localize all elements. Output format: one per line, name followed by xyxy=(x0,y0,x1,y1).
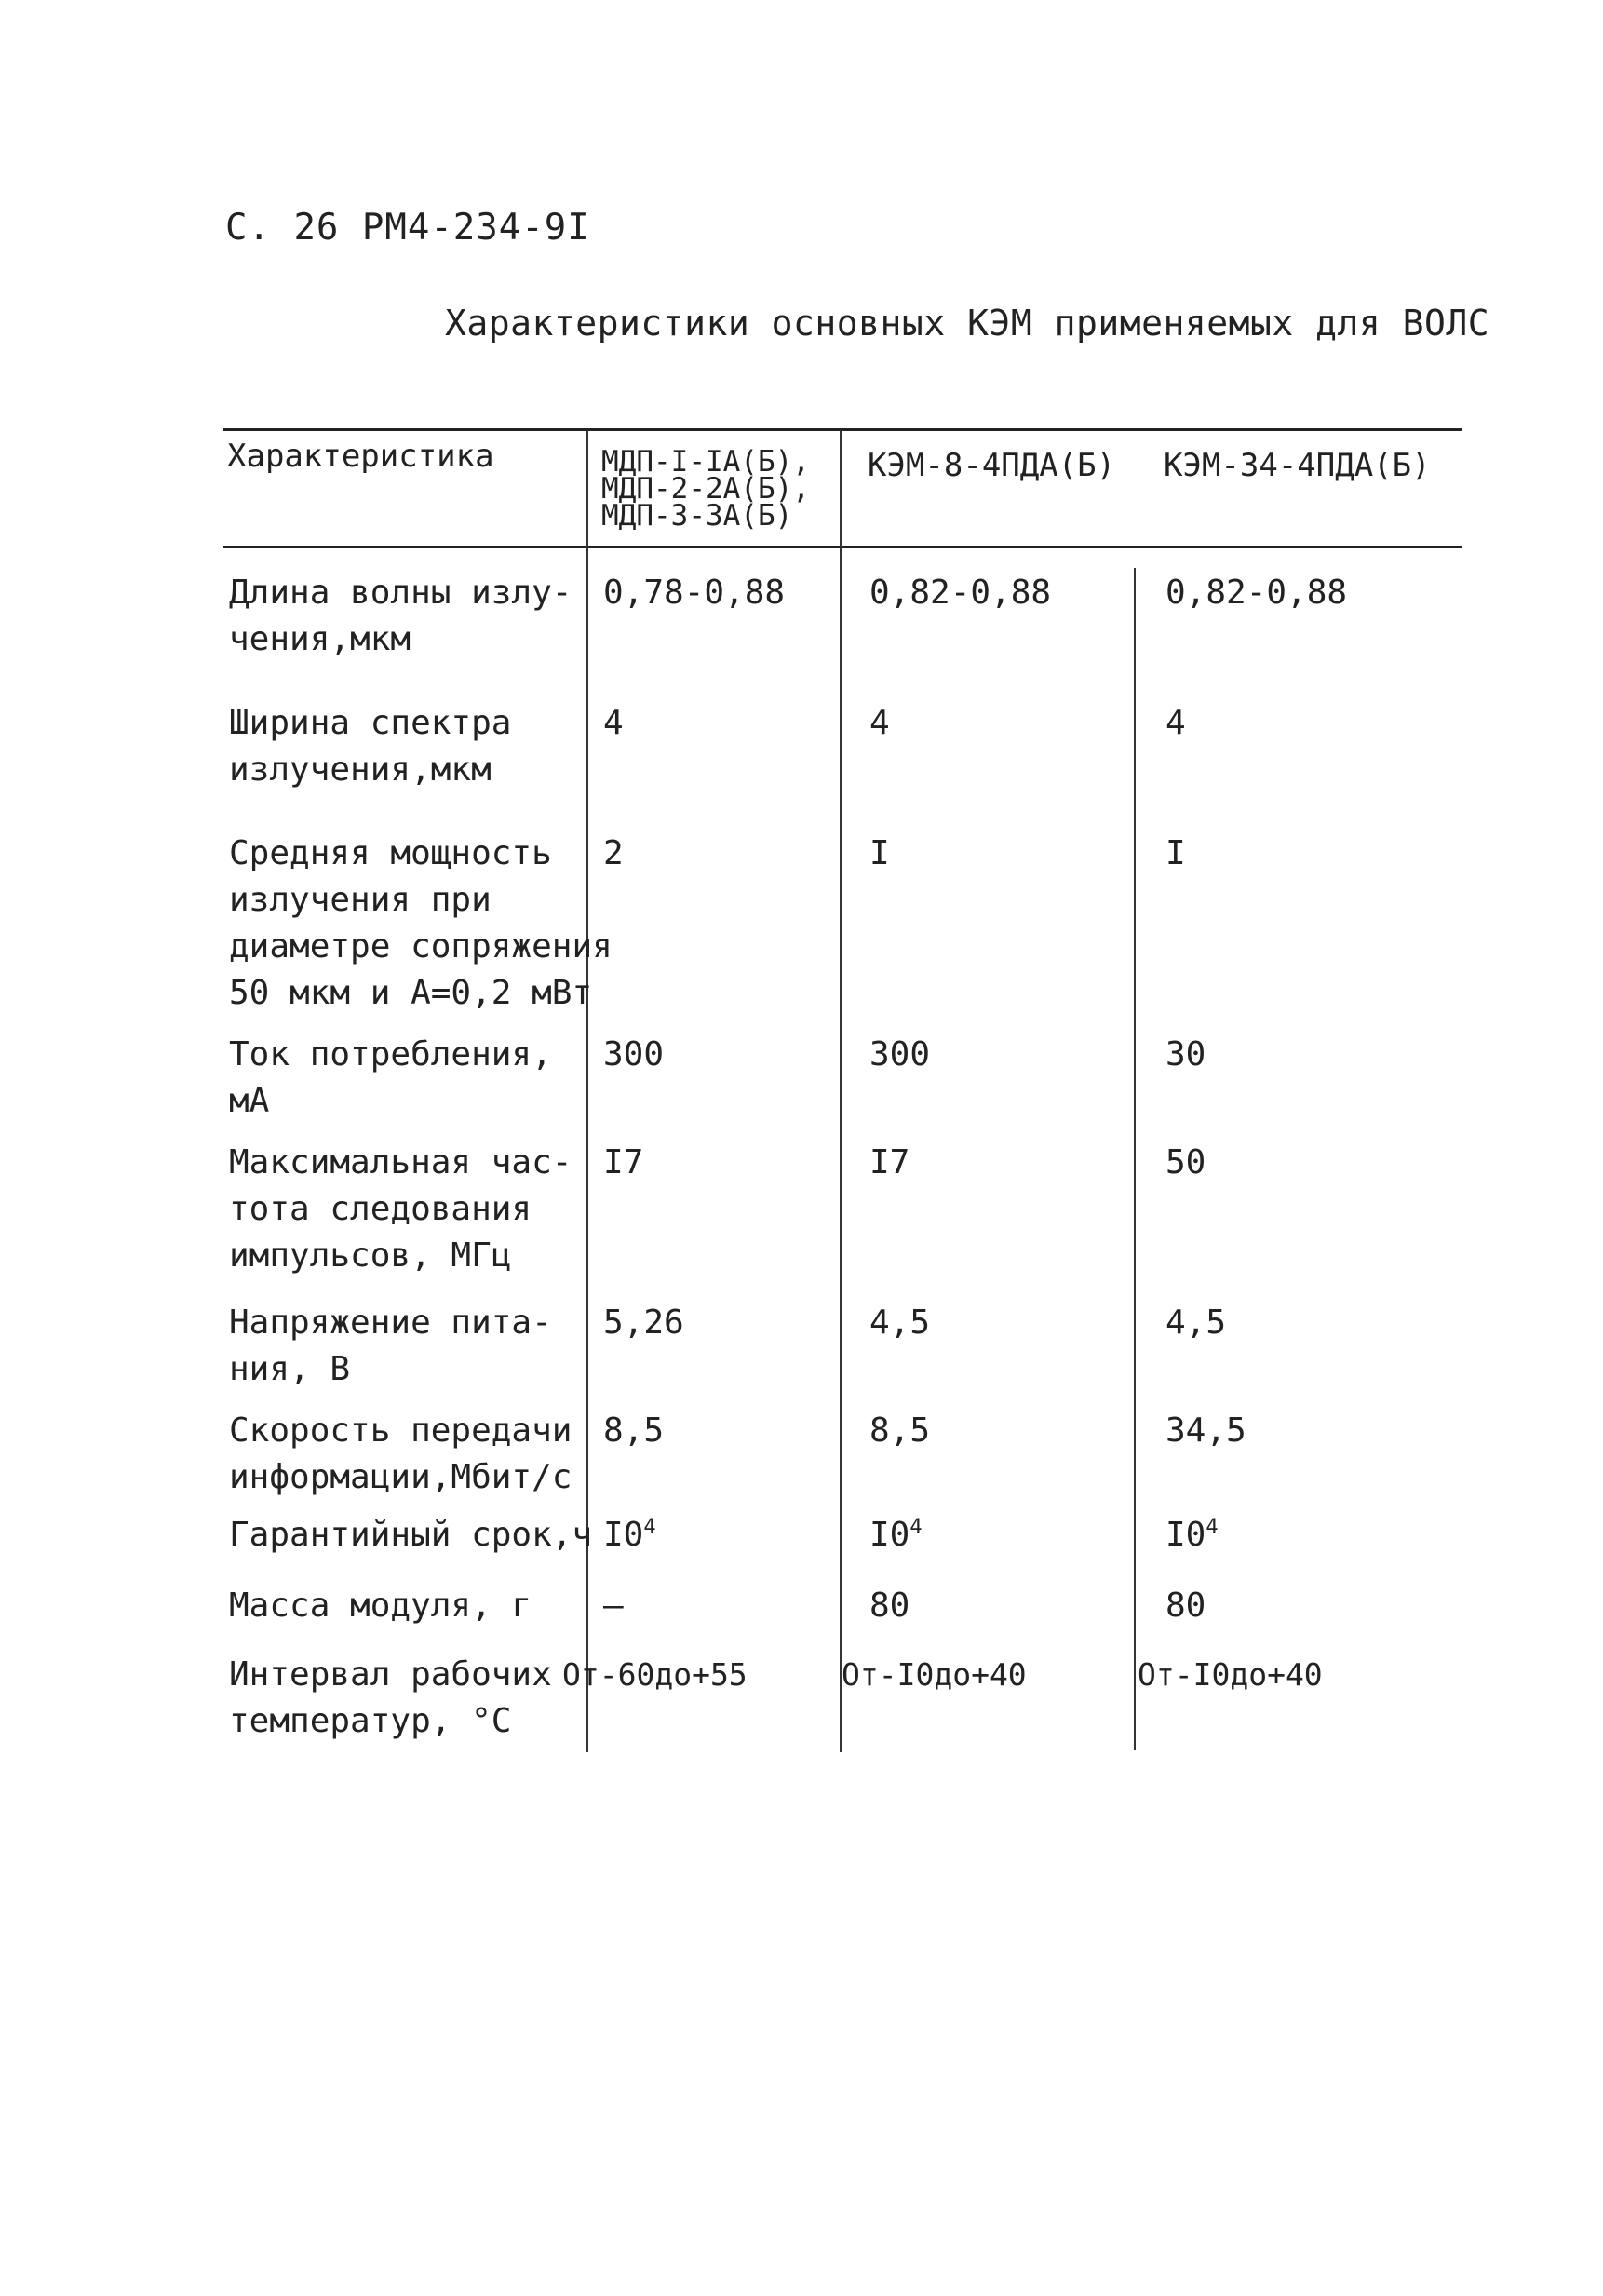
row-label-average-power: Средняя мощность излучения при диаметре сопряжения 50 мкм и А=0,2 мВт xyxy=(229,834,613,1012)
cell-value: I7 xyxy=(603,1143,644,1182)
cell-value: 300 xyxy=(603,1035,665,1074)
table-title: Характеристики основных КЭМ применяемых для ВОЛС xyxy=(445,303,1490,344)
cell-value: 4,5 xyxy=(869,1303,931,1342)
cell-value: От-I0до+40 xyxy=(842,1656,1027,1693)
cell-value: 5,26 xyxy=(603,1303,684,1342)
header-mdp: МДП-I-IА(Б), МДП-2-2А(Б), МДП-3-3А(Б) xyxy=(601,445,810,533)
page-header: С. 26 РМ4-234-9I xyxy=(225,207,590,249)
cell-value: 4,5 xyxy=(1165,1303,1227,1342)
cell-value: 8,5 xyxy=(869,1411,931,1450)
row-label-current: Ток потребления, мА xyxy=(229,1035,552,1120)
cell-value: 0,82-0,88 xyxy=(869,574,1052,612)
cell-value: $I0^4$ xyxy=(869,1516,923,1554)
cell-value: 34,5 xyxy=(1165,1411,1246,1450)
cell-value: – xyxy=(603,1587,624,1625)
row-label-max-frequency: Максимальная час- тота следования импульсов, МГц xyxy=(229,1143,572,1275)
row-label-data-rate: Скорость передачи информации,Мбит/с xyxy=(229,1411,572,1496)
header-kem-34: КЭМ-34-4ПДА(Б) xyxy=(1164,447,1431,484)
cell-value: 4 xyxy=(1165,704,1186,742)
header-kem-8: КЭМ-8-4ПДА(Б) xyxy=(868,447,1116,484)
cell-value: $I0^4$ xyxy=(603,1516,656,1554)
row-label-temperature: Интервал рабочих температур, °С xyxy=(229,1655,552,1740)
cell-value: 80 xyxy=(869,1587,910,1625)
row-label-wavelength: Длина волны излу- чения,мкм xyxy=(229,574,572,658)
column-separator xyxy=(1134,568,1136,1750)
table-top-rule xyxy=(223,428,1462,431)
row-label-mass: Масса модуля, г xyxy=(229,1587,532,1625)
row-label-spectrum-width: Ширина спектра излучения,мкм xyxy=(229,704,512,789)
cell-value: 0,82-0,88 xyxy=(1165,574,1348,612)
cell-value: 0,78-0,88 xyxy=(603,574,786,612)
cell-value: 4 xyxy=(603,704,624,742)
cell-value: 8,5 xyxy=(603,1411,665,1450)
cell-value: От-I0до+40 xyxy=(1138,1656,1323,1693)
cell-value: I7 xyxy=(869,1143,910,1182)
row-label-warranty: Гарантийный срок,ч xyxy=(229,1516,593,1554)
cell-value: 4 xyxy=(869,704,890,742)
column-separator xyxy=(840,430,842,1752)
cell-value: 50 xyxy=(1165,1143,1206,1182)
cell-value: 300 xyxy=(869,1035,931,1074)
row-label-supply-voltage: Напряжение пита- ния, В xyxy=(229,1303,552,1388)
cell-value: I xyxy=(1165,834,1186,872)
cell-value: От-60до+55 xyxy=(562,1656,748,1693)
cell-value: $I0^4$ xyxy=(1165,1516,1219,1554)
cell-value: I xyxy=(869,834,890,872)
header-characteristic: Характеристика xyxy=(227,438,494,475)
cell-value: 30 xyxy=(1165,1035,1206,1074)
cell-value: 80 xyxy=(1165,1587,1206,1625)
cell-value: 2 xyxy=(603,834,624,872)
table-header-rule xyxy=(223,546,1462,548)
